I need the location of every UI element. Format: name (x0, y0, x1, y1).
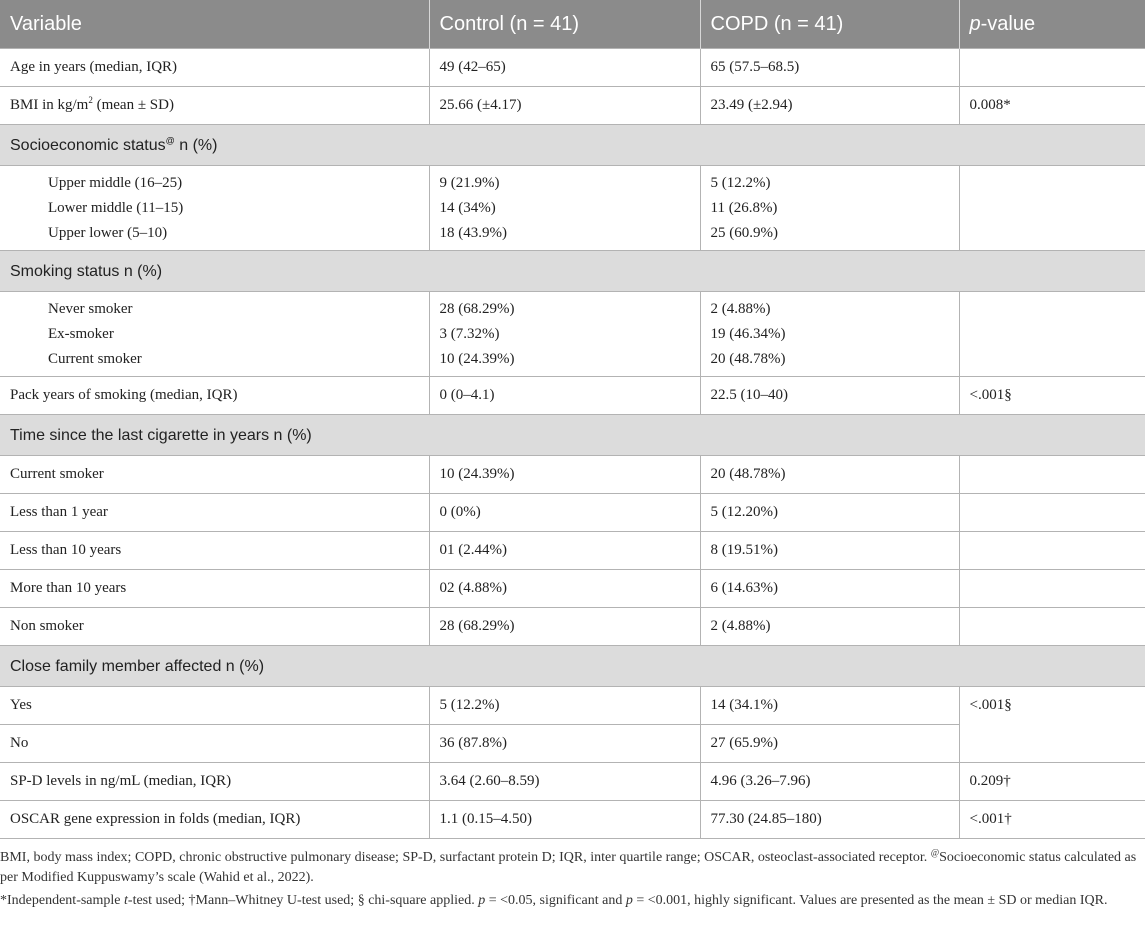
fn2-t: t (124, 893, 128, 908)
section-socioeconomic (0, 125, 1145, 166)
row-label: No (0, 725, 429, 763)
table-row (0, 687, 1145, 725)
section-family: Close family member affected n (%) (0, 646, 1145, 687)
copd-value: 6 (14.63%) (700, 570, 959, 608)
table-row (0, 456, 1145, 494)
cell-line: 11 (26.8%) (710, 199, 778, 216)
cell-line: 14 (34%) (439, 199, 496, 216)
row-label (0, 292, 429, 377)
table-row (0, 494, 1145, 532)
header-p-value (959, 0, 1145, 49)
copd-value: 5 (12.20%) (700, 494, 959, 532)
p-value (959, 608, 1145, 646)
header-control: Control (n = 41) (429, 0, 700, 49)
control-value: 10 (24.39%) (429, 456, 700, 494)
row-label (0, 166, 429, 251)
header-copd: COPD (n = 41) (700, 0, 959, 49)
bmi-label-a: BMI in kg/m (10, 97, 89, 113)
copd-value: 27 (65.9%) (700, 725, 959, 763)
table-row (0, 377, 1145, 415)
bmi-label-sup: 2 (88, 95, 93, 105)
cell-line: 3 (7.32%) (439, 325, 500, 342)
control-value: 3.64 (2.60–8.59) (429, 763, 700, 801)
fn1-a: BMI, body mass index; COPD, chronic obstructive pulmonary disease; SP-D, surfactant protein D; IQR, inter quartile range; OSCAR, osteoclast-associated receptor. (0, 850, 931, 865)
control-value (429, 292, 700, 377)
copd-value: 8 (19.51%) (700, 532, 959, 570)
header-p-rest: -value (980, 12, 1036, 35)
control-value: 02 (4.88%) (429, 570, 700, 608)
header-variable: Variable (0, 0, 429, 49)
cell-line: 18 (43.9%) (439, 224, 507, 241)
bmi-label-b: (mean ± SD) (92, 97, 174, 113)
section-time-since: Time since the last cigarette in years n (%) (0, 415, 1145, 456)
fn2-p1: p (478, 893, 486, 908)
copd-value (700, 166, 959, 251)
section-row (0, 251, 1145, 292)
table-row (0, 570, 1145, 608)
sub-label: Upper middle (16–25) (48, 174, 183, 191)
fn2-c: = <0.05, significant and (485, 893, 626, 908)
ses-label-sup: @ (165, 135, 175, 146)
p-value: 0.209† (959, 763, 1145, 801)
cell-line: 5 (12.2%) (710, 174, 771, 191)
p-value (959, 456, 1145, 494)
table-row (0, 608, 1145, 646)
copd-value: 22.5 (10–40) (700, 377, 959, 415)
table-row (0, 292, 1145, 377)
control-value: 1.1 (0.15–4.50) (429, 801, 700, 839)
control-value: 49 (42–65) (429, 49, 700, 87)
p-value: <.001§ (959, 687, 1145, 763)
table-row (0, 49, 1145, 87)
footnotes (0, 848, 1140, 914)
fn2-b: -test used; †Mann–Whitney U-test used; § chi-square applied. (127, 893, 479, 908)
header-p-italic: p (969, 12, 981, 35)
cell-line: 9 (21.9%) (439, 174, 500, 191)
copd-value (700, 292, 959, 377)
section-row (0, 646, 1145, 687)
row-label: Yes (0, 687, 429, 725)
table-row (0, 87, 1145, 125)
row-label: Non smoker (0, 608, 429, 646)
sub-label: Current smoker (48, 350, 142, 367)
cell-line: 25 (60.9%) (710, 224, 778, 241)
row-label: Current smoker (0, 456, 429, 494)
table-row (0, 532, 1145, 570)
table-row (0, 801, 1145, 839)
header-row (0, 0, 1145, 49)
p-value: <.001† (959, 801, 1145, 839)
cell-line: 2 (4.88%) (710, 300, 771, 317)
row-label: Less than 1 year (0, 494, 429, 532)
row-label: SP-D levels in ng/mL (median, IQR) (0, 763, 429, 801)
p-value (959, 494, 1145, 532)
copd-value: 14 (34.1%) (700, 687, 959, 725)
control-value: 0 (0%) (429, 494, 700, 532)
sub-label: Upper lower (5–10) (48, 224, 168, 241)
copd-value: 2 (4.88%) (700, 608, 959, 646)
row-label (0, 87, 429, 125)
fn1-b: Socioeconomic status calculated as per Modified Kuppuswamy’s scale (Wahid et al., 2022). (0, 850, 1137, 885)
row-label: Less than 10 years (0, 532, 429, 570)
copd-value: 23.49 (±2.94) (700, 87, 959, 125)
ses-label-a: Socioeconomic status (10, 136, 166, 154)
p-value (959, 292, 1145, 377)
footnote-tests (0, 891, 1140, 911)
control-value: 25.66 (±4.17) (429, 87, 700, 125)
section-row (0, 125, 1145, 166)
cell-line: 19 (46.34%) (710, 325, 786, 342)
section-smoking: Smoking status n (%) (0, 251, 1145, 292)
copd-value: 20 (48.78%) (700, 456, 959, 494)
control-value: 01 (2.44%) (429, 532, 700, 570)
section-row (0, 415, 1145, 456)
ses-label-b: n (%) (174, 136, 218, 154)
copd-value: 4.96 (3.26–7.96) (700, 763, 959, 801)
cell-line: 10 (24.39%) (439, 350, 515, 367)
sub-label: Ex-smoker (48, 325, 114, 342)
fn2-d: = <0.001, highly significant. Values are presented as the mean ± SD or median IQR. (632, 893, 1108, 908)
p-value (959, 166, 1145, 251)
p-value (959, 532, 1145, 570)
cell-line: 28 (68.29%) (439, 300, 515, 317)
p-value: <.001§ (959, 377, 1145, 415)
row-label: Age in years (median, IQR) (0, 49, 429, 87)
p-value: 0.008* (959, 87, 1145, 125)
copd-value: 65 (57.5–68.5) (700, 49, 959, 87)
row-label: More than 10 years (0, 570, 429, 608)
row-label: OSCAR gene expression in folds (median, IQR) (0, 801, 429, 839)
fn1-sup: @ (930, 847, 940, 858)
control-value: 0 (0–4.1) (429, 377, 700, 415)
control-value (429, 166, 700, 251)
sub-label: Lower middle (11–15) (48, 199, 184, 216)
control-value: 28 (68.29%) (429, 608, 700, 646)
footnote-abbreviations (0, 848, 1140, 888)
p-value (959, 49, 1145, 87)
table-row (0, 166, 1145, 251)
p-value (959, 570, 1145, 608)
table-row (0, 763, 1145, 801)
fn2-p2: p (625, 893, 633, 908)
row-label: Pack years of smoking (median, IQR) (0, 377, 429, 415)
control-value: 5 (12.2%) (429, 687, 700, 725)
cell-line: 20 (48.78%) (710, 350, 786, 367)
sub-label: Never smoker (48, 300, 133, 317)
fn2-a: *Independent-sample (0, 893, 125, 908)
copd-value: 77.30 (24.85–180) (700, 801, 959, 839)
control-value: 36 (87.8%) (429, 725, 700, 763)
